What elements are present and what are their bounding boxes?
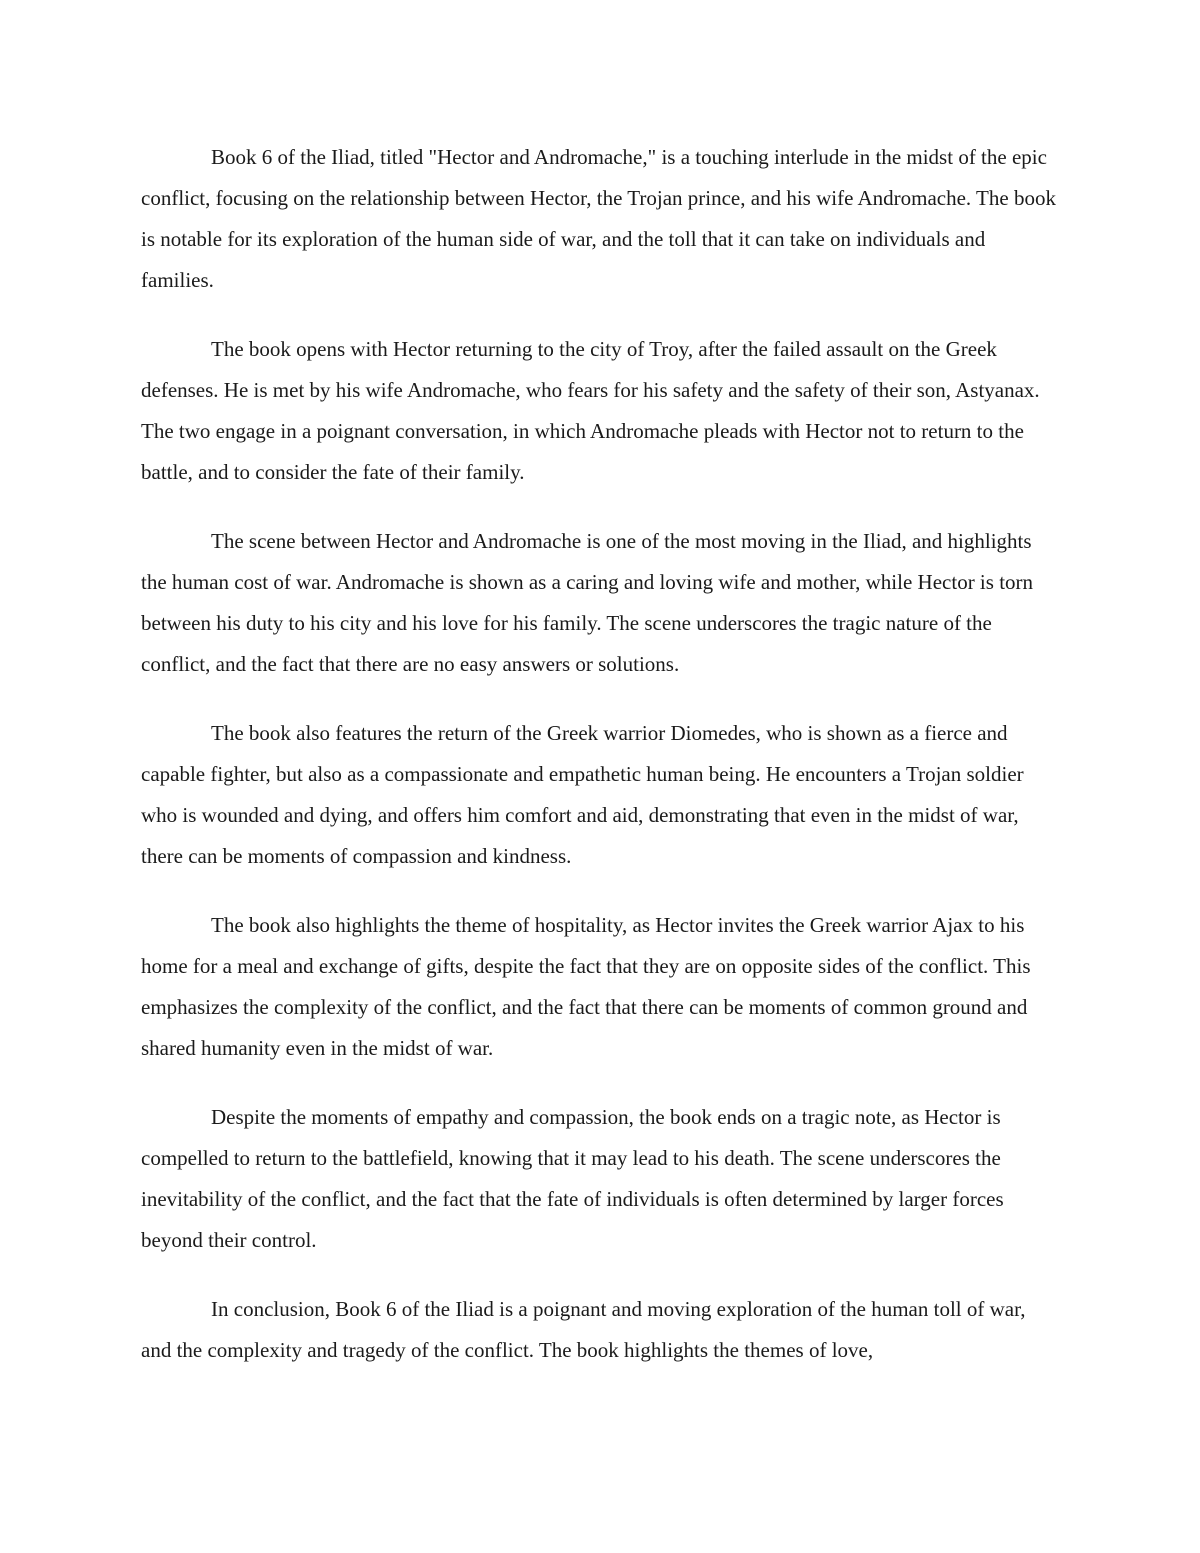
document-body <box>141 137 1059 1399</box>
paragraph-intro: Book 6 of the Iliad, titled "Hector and Andromache," is a touching interlude in the midst of the epic conflict, focusing on the relationship between Hector, the Trojan prince, and his wife Andromache. The book is notable for its exploration of the human side of war, and the toll that it can take on individuals and families. <box>141 145 1056 292</box>
paragraph-conclusion: In conclusion, Book 6 of the Iliad is a poignant and moving exploration of the human toll of war, and the complexity and tragedy of the conflict. The book highlights the themes of love, <box>141 1297 1026 1362</box>
paragraph-hospitality: The book also highlights the theme of hospitality, as Hector invites the Greek warrior Ajax to his home for a meal and exchange of gifts, despite the fact that they are on opposite sides of the conflict. This emphasizes the complexity of the conflict, and the fact that there can be moments of common ground and shared humanity even in the midst of war. <box>141 913 1031 1060</box>
paragraph-tragic-note: Despite the moments of empathy and compassion, the book ends on a tragic note, as Hector is compelled to return to the battlefield, knowing that it may lead to his death. The scene underscores the inevitability of the conflict, and the fact that the fate of individuals is often determined by larger forces beyond their control. <box>141 1105 1004 1252</box>
paragraph-hector-returns: The book opens with Hector returning to the city of Troy, after the failed assault on the Greek defenses. He is met by his wife Andromache, who fears for his safety and the safety of their son, Astyanax. The two engage in a poignant conversation, in which Andromache pleads with Hector not to return to the battle, and to consider the fate of their family. <box>141 337 1040 484</box>
paragraph-diomedes: The book also features the return of the Greek warrior Diomedes, who is shown as a fierce and capable fighter, but also as a compassionate and empathetic human being. He encounters a Trojan soldier who is wounded and dying, and offers him comfort and aid, demonstrating that even in the midst of war, there can be moments of compassion and kindness. <box>141 721 1024 868</box>
paragraph-scene-moving: The scene between Hector and Andromache is one of the most moving in the Iliad, and highlights the human cost of war. Andromache is shown as a caring and loving wife and mother, while Hector is torn between his duty to his city and his love for his family. The scene underscores the tragic nature of the conflict, and the fact that there are no easy answers or solutions. <box>141 529 1034 676</box>
